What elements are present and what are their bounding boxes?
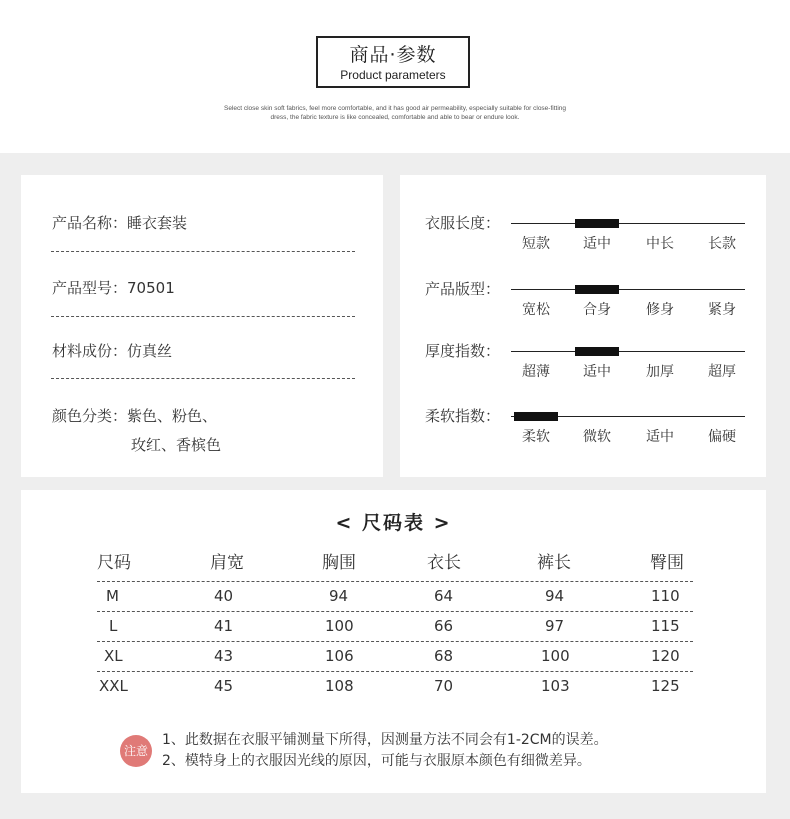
table-cell: 120: [651, 647, 680, 665]
table-cell: 45: [214, 677, 234, 695]
scale-option: 柔软: [522, 429, 550, 445]
info-row-model: [52, 277, 354, 299]
scale-label: 柔软指数：: [425, 407, 501, 425]
divider: [51, 316, 355, 317]
scale-marker: [575, 347, 619, 356]
table-cell: L: [109, 617, 118, 635]
scale-option: 偏硬: [708, 429, 736, 445]
title-box: [316, 36, 470, 88]
table-cell: 66: [434, 617, 454, 635]
info-value: 紫色、粉色、: [127, 407, 218, 425]
scale-option: 宽松: [522, 302, 550, 318]
scale-label: 衣服长度：: [425, 214, 501, 232]
intro-line-2: dress, the fabric texture is like concealed, comfortable and able to bear or endure look.: [270, 114, 520, 121]
intro-line-1: Select close skin soft fabrics, feel more comfortable, and it has good air permeability, especially suitable for close-fitting: [223, 105, 566, 112]
scale-option: 长款: [708, 236, 736, 252]
table-cell: 125: [651, 677, 680, 695]
note-badge: 注意: [120, 735, 152, 767]
scale-label: 厚度指数：: [425, 342, 501, 360]
table-cell: 94: [545, 587, 565, 605]
table-header: 肩宽: [210, 553, 244, 573]
info-value: 睡衣套装: [127, 214, 188, 232]
note-line-2: 2、模特身上的衣服因光线的原因，可能与衣服原本颜色有细微差异。: [162, 753, 591, 769]
scale-option: 合身: [583, 302, 611, 318]
scale-option: 超厚: [708, 364, 736, 380]
table-row: [97, 611, 693, 641]
info-row-color: [52, 405, 354, 427]
scale-label: 产品版型：: [425, 280, 501, 298]
scale-marker: [575, 219, 619, 228]
scale-line: [511, 289, 745, 290]
table-cell: 110: [651, 587, 680, 605]
scale-option: 紧身: [708, 302, 736, 318]
table-cell: 108: [325, 677, 354, 695]
scale-option: 超薄: [522, 364, 550, 380]
scales-card: [400, 175, 766, 477]
scale-option: 适中: [646, 429, 674, 445]
scale-option: 适中: [583, 364, 611, 380]
scale-option: 微软: [583, 429, 611, 445]
table-row: [97, 581, 693, 611]
table-header: 胸围: [322, 553, 356, 573]
table-cell: XXL: [99, 677, 128, 695]
divider: [51, 251, 355, 252]
size-chart-card: [21, 490, 766, 793]
info-label: 产品名称：: [52, 214, 128, 232]
info-label: 颜色分类：: [52, 407, 128, 425]
size-chart-title: < 尺码表 >: [335, 512, 452, 534]
info-row-name: [52, 212, 354, 234]
page-title: 商品·参数: [349, 44, 437, 66]
table-cell: 70: [434, 677, 454, 695]
scale-marker: [514, 412, 558, 421]
table-cell: 41: [214, 617, 234, 635]
scale-line: [511, 223, 745, 224]
scale-length: [425, 212, 755, 262]
page-subtitle: Product parameters: [340, 68, 446, 82]
table-row: [97, 641, 693, 671]
scale-thickness: [425, 340, 755, 390]
scale-option: 修身: [646, 302, 674, 318]
table-cell: 68: [434, 647, 454, 665]
table-header-row: [97, 545, 693, 581]
scale-marker: [575, 285, 619, 294]
table-cell: 43: [214, 647, 234, 665]
table-cell: 64: [434, 587, 454, 605]
table-cell: 115: [651, 617, 680, 635]
table-cell: 40: [214, 587, 234, 605]
scale-option: 中长: [646, 236, 674, 252]
scale-line: [511, 351, 745, 352]
table-cell: 100: [325, 617, 354, 635]
info-row-material: [52, 340, 354, 362]
table-header: 裤长: [537, 553, 571, 573]
scale-softness: [425, 405, 755, 455]
divider: [51, 378, 355, 379]
table-cell: 97: [545, 617, 565, 635]
table-cell: 100: [541, 647, 570, 665]
size-table: [97, 545, 693, 701]
scale-fit: [425, 278, 755, 328]
info-card: [21, 175, 383, 477]
note-line-1: 1、此数据在衣服平铺测量下所得，因测量方法不同会有1-2CM的误差。: [162, 732, 608, 748]
scale-option: 加厚: [646, 364, 674, 380]
scale-option: 适中: [583, 236, 611, 252]
info-value-continued: 玫红、香槟色: [131, 436, 222, 454]
info-value: 仿真丝: [127, 342, 173, 360]
info-label: 产品型号：: [52, 279, 128, 297]
table-row: [97, 671, 693, 701]
header: [0, 0, 790, 153]
info-value: 70501: [127, 279, 175, 297]
table-cell: XL: [104, 647, 123, 665]
intro-text: [170, 104, 620, 122]
table-header: 臀围: [650, 553, 684, 573]
table-header: 衣长: [427, 553, 461, 573]
scale-option: 短款: [522, 236, 550, 252]
table-header: 尺码: [97, 553, 131, 573]
table-cell: 94: [329, 587, 349, 605]
table-cell: 106: [325, 647, 354, 665]
info-label: 材料成份：: [52, 342, 128, 360]
table-cell: M: [106, 587, 119, 605]
table-cell: 103: [541, 677, 570, 695]
